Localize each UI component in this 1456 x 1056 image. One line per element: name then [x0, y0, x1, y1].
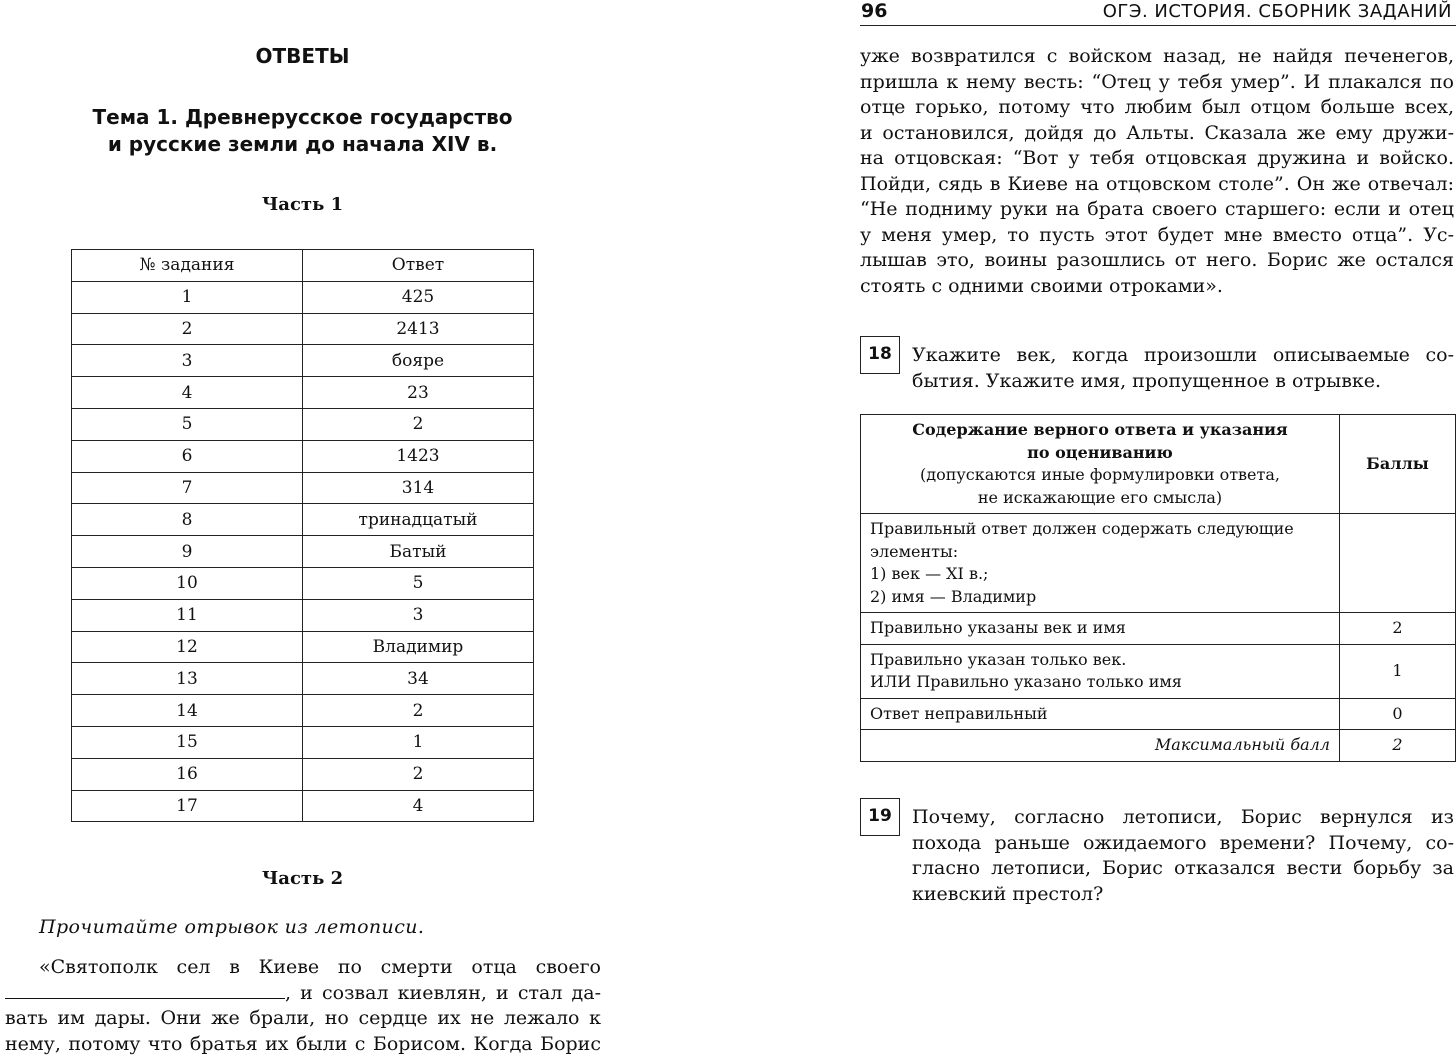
answers-table-row — [72, 726, 534, 758]
question-line: похода раньше ожидаемого времени? Почему, со- — [912, 831, 1454, 854]
topic-title — [0, 104, 605, 158]
grading-answer-score-empty — [1340, 514, 1456, 613]
answers-table-header-row — [72, 250, 534, 282]
task-number-cell: 16 — [72, 758, 303, 790]
right-page — [840, 0, 1456, 1056]
task-number-cell: 12 — [72, 631, 303, 663]
question-19-number: 19 — [860, 798, 900, 836]
criterion-score: 0 — [1340, 698, 1456, 730]
task-number-cell: 2 — [72, 313, 303, 345]
answers-table-row — [72, 345, 534, 377]
chronicle-line-with-blank — [5, 981, 601, 1007]
task-number-cell: 9 — [72, 536, 303, 568]
task-number-cell: 7 — [72, 472, 303, 504]
chronicle-line: лышав это, воины разошлись от него. Борис же остался — [860, 249, 1454, 271]
header-task-number: № задания — [72, 250, 303, 282]
answer-cell: 2 — [303, 408, 534, 440]
chronicle-excerpt-start — [5, 955, 601, 1056]
chronicle-line: нему, потому что братья их были с Борисом. Когда Борис — [5, 1032, 601, 1055]
question-line: Почему, согласно летописи, Борис вернулся из — [912, 806, 1454, 828]
answer-line: 1) век — XI в.; — [870, 564, 989, 583]
question-18-number: 18 — [860, 336, 900, 374]
chronicle-line: и остановился, дойдя до Альты. Сказала же ему дружи- — [860, 121, 1454, 144]
grading-header-bold-line: Содержание верного ответа и указания — [912, 420, 1288, 439]
chronicle-line: вать им дары. Они же брали, но сердце их не лежало к — [5, 1007, 601, 1029]
answers-table-row — [72, 408, 534, 440]
answer-cell: 3 — [303, 599, 534, 631]
question-18-text — [912, 343, 1454, 394]
chronicle-line: Пойди, сядь в Киеве на отцовском столе”. Он же отвечал: — [860, 172, 1454, 195]
chronicle-line: уже возвратился с войском назад, не найдя печенегов, — [860, 45, 1454, 67]
chronicle-line: у меня умер, то пусть этот будет мне вместо отца”. Ус- — [860, 223, 1454, 246]
answer-cell: 34 — [303, 663, 534, 695]
grading-header-bold-line: по оцениванию — [1027, 442, 1173, 462]
task-number-cell: 1 — [72, 281, 303, 313]
answer-cell: 2 — [303, 695, 534, 727]
answers-table-row — [72, 567, 534, 599]
topic-title-line-1: Тема 1. Древнерусское государство — [92, 105, 513, 129]
answers-table-row — [72, 790, 534, 822]
part2-heading: Часть 2 — [261, 868, 344, 889]
answers-table-row — [72, 440, 534, 472]
criterion-score: 1 — [1340, 644, 1456, 698]
answers-table-row — [72, 663, 534, 695]
grading-header-score: Баллы — [1340, 415, 1456, 514]
question-line: Укажите век, когда произошли описываемые со- — [912, 344, 1454, 366]
answers-table-row — [72, 631, 534, 663]
task-number-cell: 3 — [72, 345, 303, 377]
question-line: бытия. Укажите имя, пропущенное в отрывке. — [912, 369, 1382, 392]
task-number-cell: 10 — [72, 567, 303, 599]
grading-criterion-row — [861, 698, 1456, 730]
max-score-value: 2 — [1340, 730, 1456, 762]
task-number-cell: 6 — [72, 440, 303, 472]
answer-cell: 1423 — [303, 440, 534, 472]
criterion-text: Ответ неправильный — [861, 698, 1340, 730]
answers-title: ОТВЕТЫ — [255, 44, 350, 68]
chronicle-line: «Святополк сел в Киеве по смерти отца своего — [39, 956, 601, 978]
task-number-cell: 4 — [72, 377, 303, 409]
answer-cell: 4 — [303, 790, 534, 822]
chronicle-line: отце горько, потому что любим был отцом больше всех, — [860, 96, 1454, 118]
answers-table-row — [72, 472, 534, 504]
answer-cell: Батый — [303, 536, 534, 568]
criterion-text — [861, 644, 1340, 698]
grading-header-note-line: не искажающие его смысла) — [977, 487, 1223, 507]
chronicle-excerpt-continued — [860, 44, 1454, 299]
task-number-cell: 11 — [72, 599, 303, 631]
answers-table-row — [72, 313, 534, 345]
chronicle-line: “Не подниму руки на брата своего старшего: если и отец — [860, 198, 1454, 220]
chronicle-line: на отцовская: “Вот у тебя отцовская дружина и войско. — [860, 147, 1454, 169]
chronicle-line: стоять с одними своими отроками». — [860, 274, 1223, 297]
answers-table-row — [72, 536, 534, 568]
answers-table-row — [72, 758, 534, 790]
answer-cell: 425 — [303, 281, 534, 313]
topic-title-line-2: и русские земли до начала XIV в. — [107, 132, 498, 156]
header-rule — [860, 25, 1456, 26]
question-line: киевский престол? — [912, 882, 1104, 905]
answer-blank — [5, 983, 285, 999]
answer-cell: 5 — [303, 567, 534, 599]
answer-cell: Владимир — [303, 631, 534, 663]
grading-criterion-row — [861, 613, 1456, 645]
question-19-text — [912, 805, 1454, 907]
grading-header-content — [861, 415, 1340, 514]
task-number-cell: 13 — [72, 663, 303, 695]
answers-table-row — [72, 377, 534, 409]
grading-criterion-row — [861, 644, 1456, 698]
chronicle-line: пришла к нему весть: “Отец у тебя умер”. И плакался по — [860, 70, 1454, 93]
answers-table — [71, 249, 534, 822]
grading-header-row — [861, 415, 1456, 514]
grading-header-note-line: (допускаются иные формулировки ответа, — [920, 465, 1280, 484]
grading-max-row — [861, 730, 1456, 762]
answer-cell: тринадцатый — [303, 504, 534, 536]
criterion-line: Правильно указан только век. — [870, 649, 1127, 669]
task-number-cell: 8 — [72, 504, 303, 536]
answer-line: 2) имя — Владимир — [870, 586, 1037, 606]
running-header: ОГЭ. ИСТОРИЯ. СБОРНИК ЗАДАНИЙ — [1102, 1, 1452, 22]
answer-line: элементы: — [870, 541, 959, 561]
answer-line: Правильный ответ должен содержать следующие — [870, 519, 1294, 538]
task-number-cell: 5 — [72, 408, 303, 440]
answers-table-row — [72, 599, 534, 631]
grading-answer-content — [861, 514, 1340, 613]
part1-heading: Часть 1 — [261, 194, 344, 215]
answers-table-row — [72, 281, 534, 313]
chronicle-line-text: , и созвал киевлян, и стал да- — [285, 981, 601, 1004]
answer-cell: 2 — [303, 758, 534, 790]
task-number-cell: 14 — [72, 695, 303, 727]
left-page — [0, 0, 610, 1056]
max-score-label: Максимальный балл — [861, 730, 1340, 762]
header-answer: Ответ — [303, 250, 534, 282]
answer-cell: 314 — [303, 472, 534, 504]
answers-table-row — [72, 504, 534, 536]
answer-cell: 2413 — [303, 313, 534, 345]
criterion-score: 2 — [1340, 613, 1456, 645]
answers-table-row — [72, 695, 534, 727]
grading-answer-row — [861, 514, 1456, 613]
answer-cell: бояре — [303, 345, 534, 377]
task-number-cell: 17 — [72, 790, 303, 822]
instruction: Прочитайте отрывок из летописи. — [39, 916, 425, 938]
question-line: гласно летописи, Борис отказался вести борьбу за — [912, 857, 1454, 879]
answers-table-body — [72, 281, 534, 822]
grading-table — [860, 414, 1456, 762]
criterion-text: Правильно указаны век и имя — [861, 613, 1340, 645]
answer-cell: 1 — [303, 726, 534, 758]
task-number-cell: 15 — [72, 726, 303, 758]
criterion-line: ИЛИ Правильно указано только имя — [870, 672, 1182, 691]
answer-cell: 23 — [303, 377, 534, 409]
page-number: 96 — [861, 0, 888, 22]
